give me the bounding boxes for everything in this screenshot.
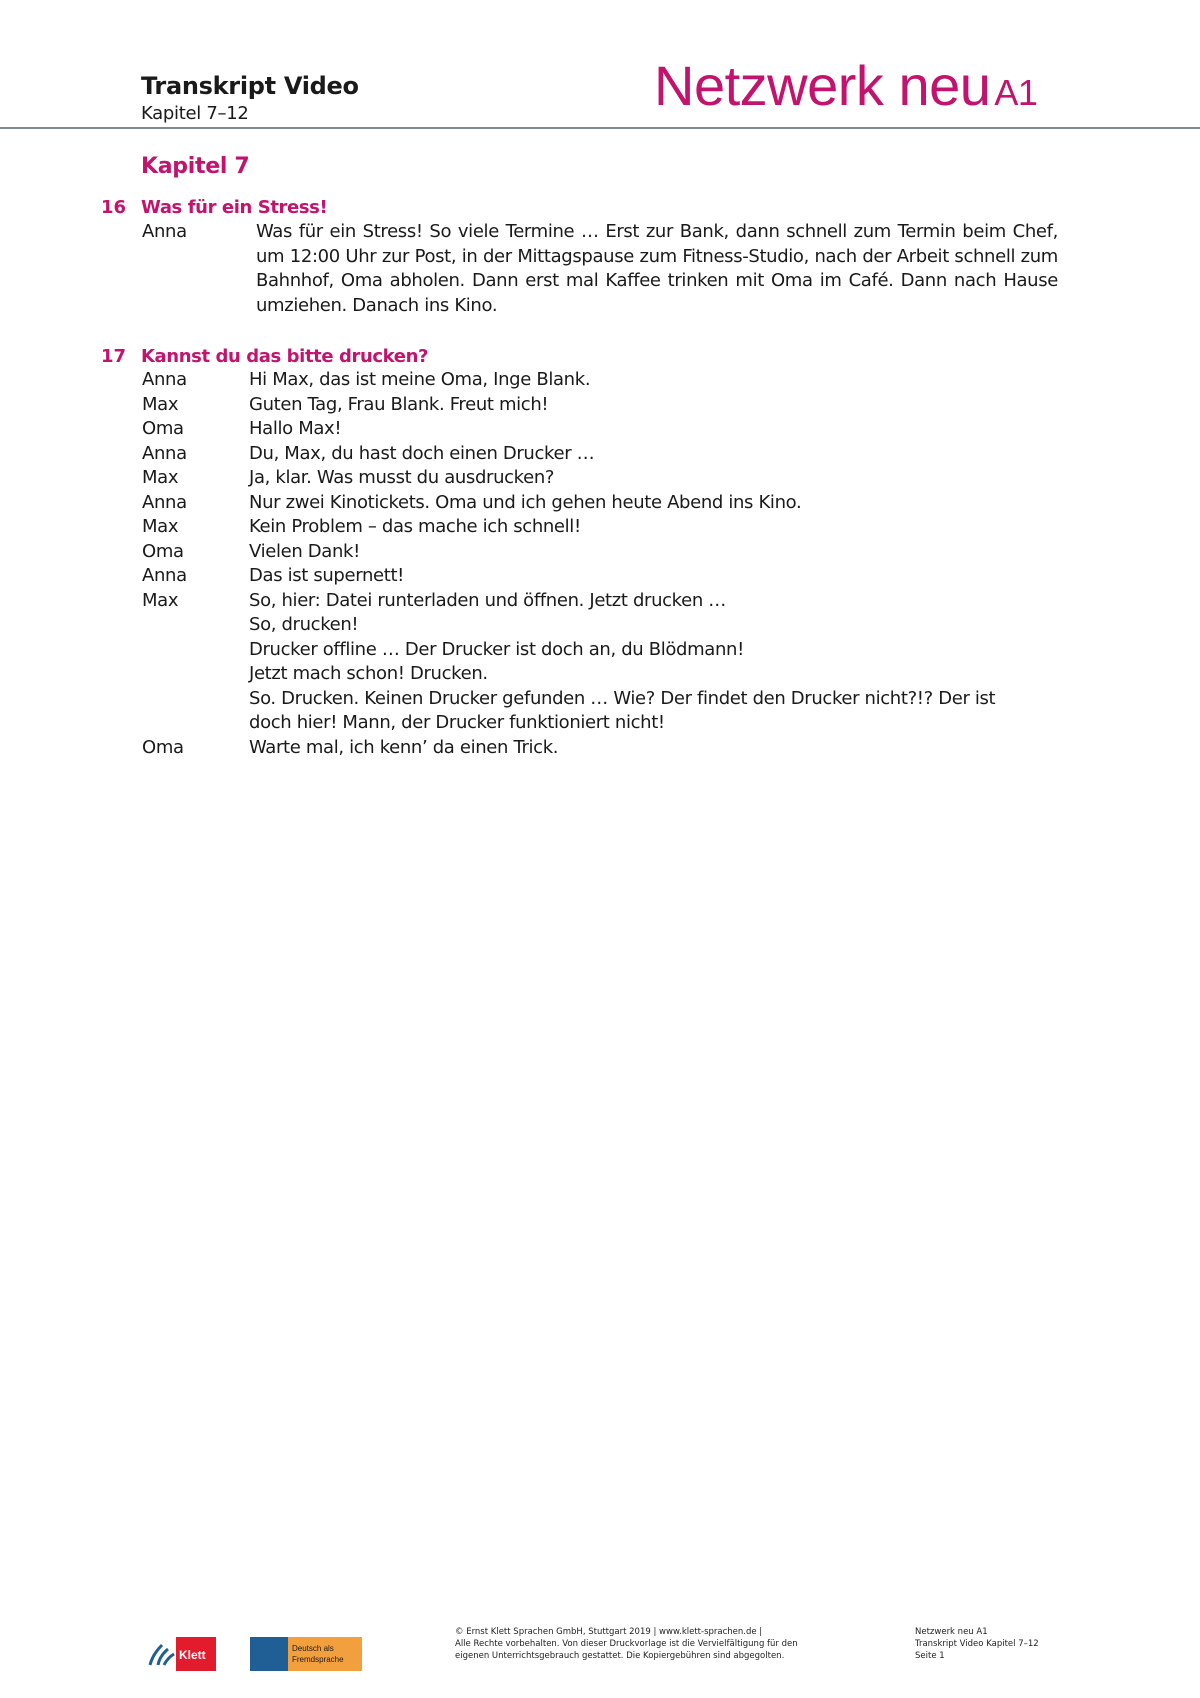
copyright-line: © Ernst Klett Sprachen GmbH, Stuttgart 2019 | www.klett-sprachen.de |: [455, 1627, 763, 1637]
footer-document-name: Transkript Video Kapitel 7–12: [915, 1639, 1039, 1649]
brand-logo: [654, 54, 1038, 117]
speaker-name: Oma: [142, 541, 184, 562]
dialogue-text: So. Drucken. Keinen Drucker gefunden … Wie? Der findet den Drucker nicht?!? Der ist: [249, 688, 996, 709]
speaker-name: Oma: [142, 737, 184, 758]
dialogue-text: Ja, klar. Was musst du ausdrucken?: [249, 467, 555, 488]
dialogue-text: Das ist supernett!: [249, 565, 405, 586]
svg-text:Deutsch als: Deutsch als: [292, 1644, 334, 1653]
chapter-heading: Kapitel 7: [141, 154, 250, 179]
document-subtitle: Kapitel 7–12: [141, 103, 249, 124]
speaker-name: Anna: [142, 492, 187, 513]
speaker-name: Max: [142, 394, 179, 415]
daf-logo: [250, 1637, 362, 1671]
speaker-name: Anna: [142, 565, 187, 586]
speaker-name: Anna: [142, 443, 187, 464]
speaker-name: Oma: [142, 418, 184, 439]
dialogue-text: Nur zwei Kinotickets. Oma und ich gehen heute Abend ins Kino.: [249, 492, 802, 513]
footer-copyright: [455, 1626, 835, 1662]
footer-book-title: Netzwerk neu A1: [915, 1627, 988, 1637]
klett-logo-text: Klett: [179, 1648, 206, 1662]
copyright-line: Alle Rechte vorbehalten. Von dieser Druckvorlage ist die Vervielfältigung für den: [455, 1639, 798, 1649]
speaker-name: Anna: [142, 369, 187, 390]
speaker-name: Max: [142, 467, 179, 488]
document-title: Transkript Video: [141, 72, 359, 100]
dialogue-text: Du, Max, du hast doch einen Drucker …: [249, 443, 595, 464]
dialogue-text: Warte mal, ich kenn’ da einen Trick.: [249, 737, 559, 758]
dialogue-text: So, drucken!: [249, 614, 359, 635]
copyright-line: eigenen Unterrichtsgebrauch gestattet. Die Kopiergebühren sind abgegolten.: [455, 1651, 785, 1661]
svg-text:Fremdsprache: Fremdsprache: [292, 1655, 344, 1664]
dialogue-text: doch hier! Mann, der Drucker funktioniert nicht!: [249, 712, 665, 733]
dialogue-text: Vielen Dank!: [249, 541, 360, 562]
speaker-name: Anna: [142, 221, 187, 242]
dialogue-text: Drucker offline … Der Drucker ist doch an, du Blödmann!: [249, 639, 744, 660]
section-title: Was für ein Stress!: [141, 197, 328, 218]
section-title: Kannst du das bitte drucken?: [141, 346, 429, 367]
dialogue-text: Hallo Max!: [249, 418, 342, 439]
footer-page-info: [915, 1626, 1075, 1662]
dialogue-text: So, hier: Datei runterladen und öffnen. Jetzt drucken …: [249, 590, 726, 611]
speaker-name: Max: [142, 590, 179, 611]
dialogue-text: Jetzt mach schon! Drucken.: [249, 663, 488, 684]
brand-level: A1: [994, 72, 1038, 113]
dialogue-text: Kein Problem – das mache ich schnell!: [249, 516, 581, 537]
dialogue-text: Was für ein Stress! So viele Termine … Erst zur Bank, dann schnell zum Termin beim Chef, um 12:00 Uhr zur Post, in der Mittagspause zum Fitness-Studio, nach der Arbeit schnell zum Bahnhof, Oma abholen. Dann erst mal Kaffee trinken mit Oma im Café. Dann nach Hause umziehen. Danach ins Kino.: [256, 221, 1058, 316]
brand-name: Netzwerk neu: [654, 54, 991, 117]
dialogue-text: Hi Max, das ist meine Oma, Inge Blank.: [249, 369, 591, 390]
footer-page-number: Seite 1: [915, 1651, 945, 1661]
section-number: 17: [101, 346, 127, 367]
speaker-name: Max: [142, 516, 179, 537]
section-number: 16: [101, 197, 127, 218]
header-divider: [0, 127, 1200, 129]
klett-logo: [144, 1637, 216, 1671]
dialogue-text: Guten Tag, Frau Blank. Freut mich!: [249, 394, 549, 415]
